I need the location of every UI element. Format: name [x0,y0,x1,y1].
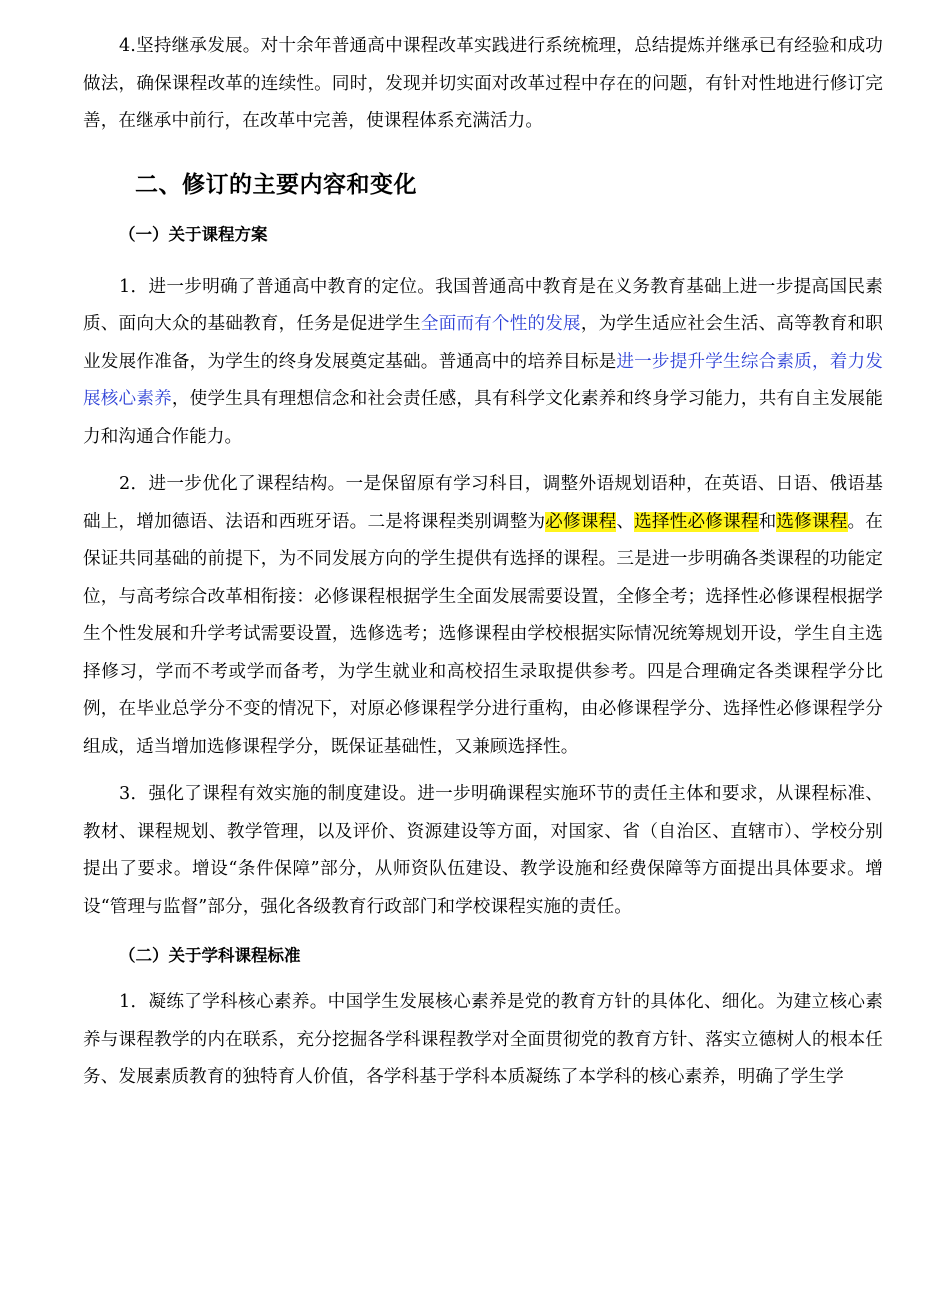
text-segment: ，为学生适应社会生活、高等教育和职业发展作准备，为学生的终身发展奠定基础。普通高中的培养目标是 [83,314,883,372]
document-body [83,14,883,1097]
text-segment: 和 [758,511,777,532]
highlight-selective-compulsory-courses: 选择性必修课程 [634,511,759,532]
link-all-round-development[interactable]: 全面而有个性的发展 [420,314,581,334]
text-segment: 。在保证共同基础的前提下，为不同发展方向的学生提供有选择的课程。三是进一步明确各类课程的功能定位，与高考综合改革相衔接：必修课程根据学生全面发展需要设置，全修全考；选择性必修课程根据学生个性发展和升学考试需要设置，选修选考；选修课程由学校根据实际情况统筹规划开设，学生自主选择修习，学而不考或学而备考，为学生就业和高校招生录取提供参考。四是合理确定各类课程学分比例，在毕业总学分不变的情况下，对原必修课程学分进行重构，由必修课程学分、选择性必修课程学分组成，适当增加选修课程学分，既保证基础性，又兼顾选择性。 [83,511,883,757]
text-segment: 、 [616,511,635,532]
section-2-heading: 二、修订的主要内容和变化 [135,171,417,198]
paragraph-4: 4.坚持继承发展。对十余年普通高中课程改革实践进行系统梳理，总结提炼并继承已有经验和成功做法，确保课程改革的连续性。同时，发现并切实面对改革过程中存在的问题，有针对性地进行修订完善，在继承中前行，在改革中完善，使课程体系充满活力。 [83,36,883,131]
subsection-2-heading: （二）关于学科课程标准 [119,946,301,965]
highlight-compulsory-courses: 必修课程 [545,511,617,532]
text-segment: ，使学生具有理想信念和社会责任感，具有科学文化素养和终身学习能力，共有自主发展能力和沟通合作能力。 [83,389,883,447]
text-segment: 1．进一步明确了普通高中教育的定位。我国普通高中教育是在义务教育基础上进一步提高国民素质、面向大众的基础教育，任务是促进学生 [83,276,883,334]
highlight-elective-courses: 选修课程 [776,511,848,532]
paragraph-structure [83,466,883,766]
paragraph-positioning [83,269,883,457]
subsection-1-heading: （一）关于课程方案 [119,224,268,244]
text-segment: 2．进一步优化了课程结构。一是保留原有学习科目，调整外语规划语种，在英语、日语、俄语基础上，增加德语、法语和西班牙语。二是将课程类别调整为 [83,474,883,532]
paragraph-core-literacy: 1．凝练了学科核心素养。中国学生发展核心素养是党的教育方针的具体化、细化。为建立核心素养与课程教学的内在联系，充分挖掘各学科课程教学对全面贯彻党的教育方针、落实立德树人的根本任务、发展素质教育的独特育人价值，各学科基于学科本质凝练了本学科的核心素养，明确了学生学 [83,992,883,1087]
paragraph-institution: 3．强化了课程有效实施的制度建设。进一步明确课程实施环节的责任主体和要求，从课程标准、教材、课程规划、教学管理，以及评价、资源建设等方面，对国家、省（自治区、直辖市）、学校分别提出了要求。增设“条件保障”部分，从师资队伍建设、教学设施和经费保障等方面提出具体要求。增设“管理与监督”部分，强化各级教育行政部门和学校课程实施的责任。 [83,784,883,917]
link-core-literacy[interactable]: 进一步提升学生综合素质，着力发展核心素养 [83,351,883,409]
